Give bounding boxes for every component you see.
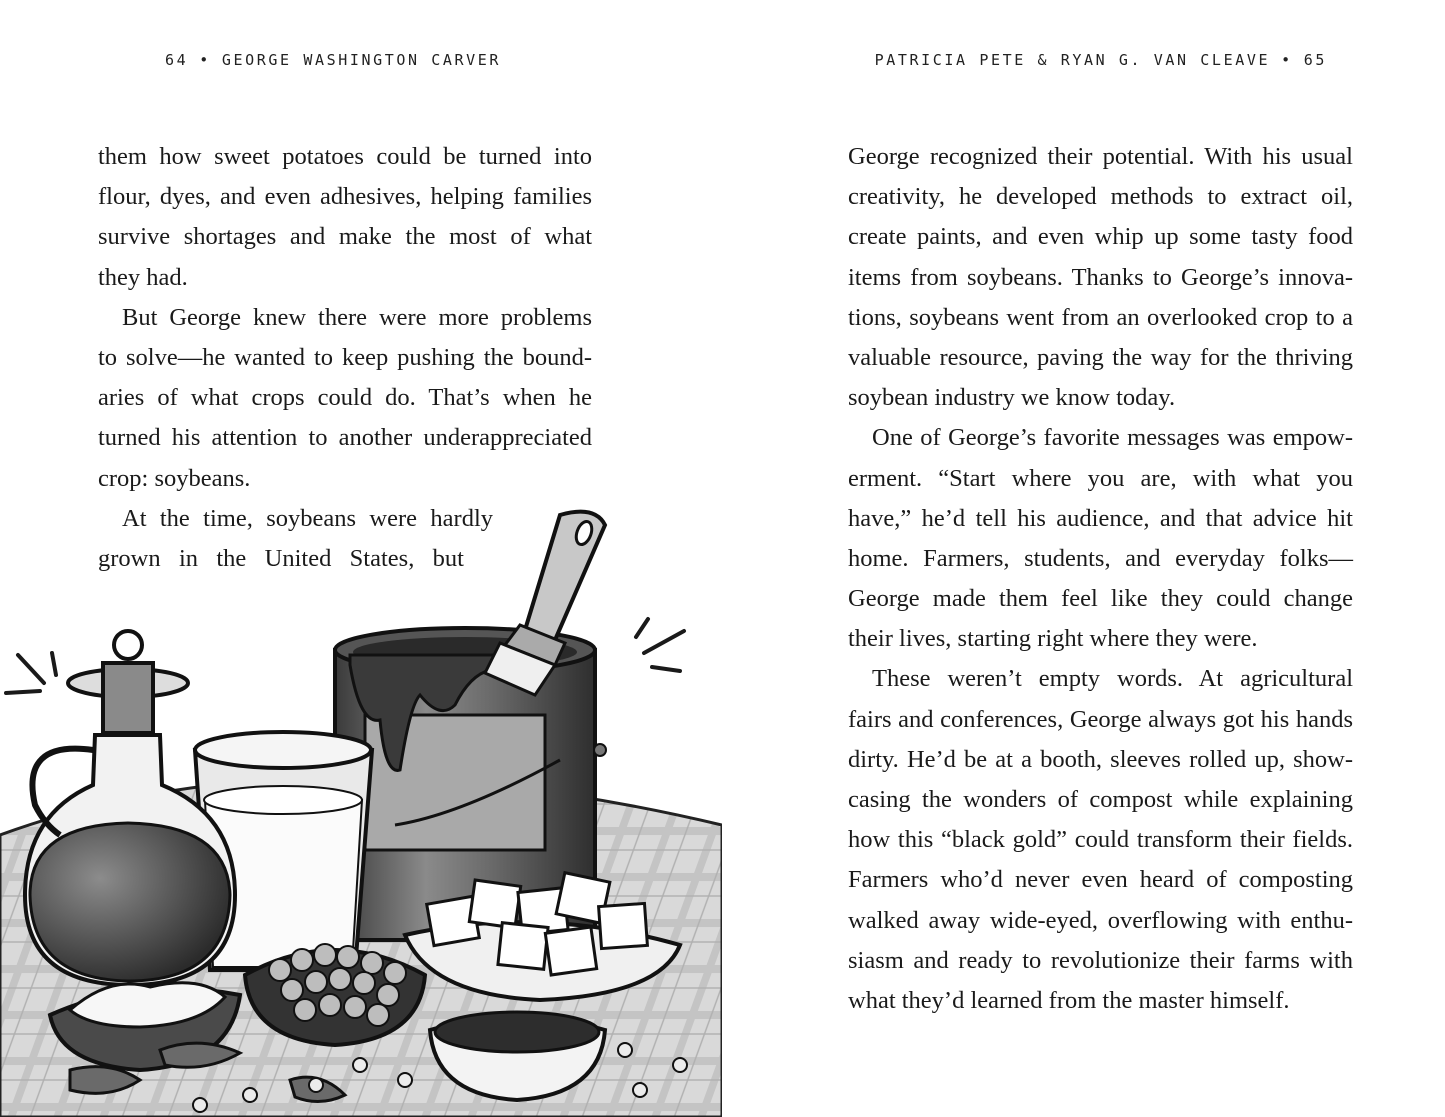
excitement-marks-left xyxy=(6,653,56,693)
text-line: create paints, and even whip up some tasty food xyxy=(848,223,1353,251)
text-line: But George knew there were more problems xyxy=(122,303,592,331)
text-line: casing the wonders of compost while explaining xyxy=(848,786,1353,813)
text-line: walked away wide-eyed, overflowing with enthu- xyxy=(848,906,1353,934)
text-line: their lives, starting right where they were. xyxy=(848,625,1258,653)
text-line: turned his attention to another underappreciated xyxy=(98,424,592,452)
text-line: soybean industry we know today. xyxy=(848,384,1176,412)
text-line: George recognized their potential. With his usual xyxy=(848,143,1353,170)
left-page xyxy=(0,0,722,1117)
right-running-head: PATRICIA PETE & RYAN G. VAN CLEAVE • 65 xyxy=(874,51,1327,69)
text-line: Farmers who’d never even heard of composting xyxy=(848,866,1353,894)
text-line: crop: soybeans. xyxy=(98,464,251,492)
text-line: they had. xyxy=(98,263,188,291)
text-line: what they’d learned from the master himself. xyxy=(848,986,1290,1014)
text-line: tions, soybeans went from an overlooked crop to a xyxy=(848,303,1353,331)
text-line: aries of what crops could do. That’s when he xyxy=(98,384,592,412)
right-page-number: 65 xyxy=(1303,51,1327,69)
text-line: flour, dyes, and even adhesives, helping families xyxy=(98,183,592,211)
right-page xyxy=(723,0,1445,1117)
text-line: siasm and ready to revolutionize their farms with xyxy=(848,946,1353,974)
text-line: to solve—he wanted to keep pushing the bound- xyxy=(98,343,592,371)
text-line: fairs and conferences, George always got his hands xyxy=(848,705,1353,733)
left-running-head: 64 • GEORGE WASHINGTON CARVER xyxy=(165,51,502,69)
text-line: At the time, soybeans were hardly xyxy=(122,504,493,532)
text-line: erment. “Start where you are, with what you xyxy=(848,464,1353,492)
right-body-text xyxy=(848,137,1353,1021)
text-line: These weren’t empty words. At agricultural xyxy=(872,665,1353,693)
left-running-title: GEORGE WASHINGTON CARVER xyxy=(221,51,502,69)
soybean-products-illustration xyxy=(0,505,722,1117)
text-line: grown in the United States, but xyxy=(98,544,464,572)
left-page-number: 64 xyxy=(165,51,189,69)
text-line: have,” he’d tell his audience, and that advice hit xyxy=(848,504,1353,532)
excitement-marks-right xyxy=(636,619,684,671)
text-line: dirty. He’d be at a booth, sleeves rolled up, show- xyxy=(848,745,1353,773)
text-line: items from soybeans. Thanks to George’s innova- xyxy=(848,263,1353,291)
text-line: One of George’s favorite messages was empow- xyxy=(872,424,1353,452)
text-line: valuable resource, paving the way for the thriving xyxy=(848,343,1353,371)
text-line: home. Farmers, students, and everyday folks— xyxy=(848,544,1353,572)
text-line: them how sweet potatoes could be turned into xyxy=(98,143,592,170)
text-line: George made them feel like they could change xyxy=(848,585,1353,613)
text-line: creativity, he developed methods to extract oil, xyxy=(848,183,1353,211)
right-running-title: PATRICIA PETE & RYAN G. VAN CLEAVE xyxy=(874,51,1271,69)
text-line: survive shortages and make the most of what xyxy=(98,223,592,251)
text-line: how this “black gold” could transform their fields. xyxy=(848,826,1353,854)
